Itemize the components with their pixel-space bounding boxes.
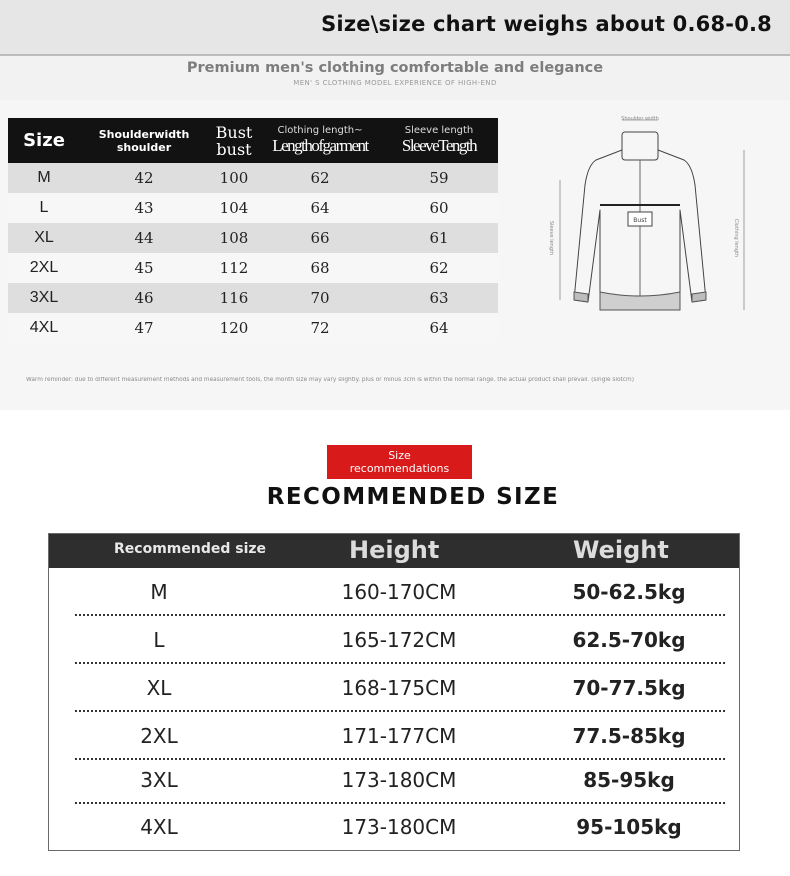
rec-weight: 70-77.5kg [572, 676, 686, 700]
rec-height: 165-172CM [341, 628, 457, 652]
recommend-row [49, 714, 739, 762]
rec-height: 168-175CM [341, 676, 457, 700]
jacket-collar [622, 132, 658, 160]
recommended-size-title: RECOMMENDED SIZE [266, 484, 560, 510]
size-recommendations-tag [327, 445, 472, 479]
col-sleeve: Sleeve length SleeveTength [380, 118, 498, 163]
size-cell: L [8, 193, 80, 223]
rec-height: 173-180CM [341, 768, 457, 792]
sleeve-cell: 64 [380, 313, 498, 343]
rec-size: XL [146, 676, 172, 700]
size-cell: M [8, 163, 80, 193]
size-cell: XL [8, 223, 80, 253]
recommend-row [49, 570, 739, 618]
bust-cell: 112 [208, 253, 260, 283]
length-cell: 68 [260, 253, 380, 283]
length-cell: 66 [260, 223, 380, 253]
size-row [8, 283, 498, 313]
shoulder-cell: 46 [80, 283, 208, 313]
sleeve-label: Sleeve length [548, 220, 554, 256]
subtitle-caption: MEN' S CLOTHING MODEL EXPERIENCE OF HIGH-END [293, 79, 497, 87]
rec-height: 173-180CM [341, 815, 457, 839]
rec-size: M [150, 580, 168, 604]
length-cell: 64 [260, 193, 380, 223]
size-cell: 2XL [8, 253, 80, 283]
bust-cell: 116 [208, 283, 260, 313]
size-row [8, 313, 498, 343]
subtitle: Premium men's clothing comfortable and elegance [186, 60, 604, 76]
recommend-row [49, 618, 739, 666]
rec-height: 171-177CM [341, 724, 457, 748]
length-label: Clothing length [733, 218, 739, 258]
bust-cell: 100 [208, 163, 260, 193]
rec-size: 2XL [140, 724, 178, 748]
size-row [8, 223, 498, 253]
sleeve-cell: 63 [380, 283, 498, 313]
size-chart-header [8, 118, 498, 163]
length-cell: 72 [260, 313, 380, 343]
rec-weight: 62.5-70kg [572, 628, 686, 652]
rec-weight: 77.5-85kg [572, 724, 686, 748]
size-cell: 4XL [8, 313, 80, 343]
recommend-row [49, 805, 739, 853]
recommend-row [49, 666, 739, 714]
rec-weight: 50-62.5kg [572, 580, 686, 604]
tag-line-1: Size [388, 449, 411, 462]
size-row [8, 253, 498, 283]
rec-height: 160-170CM [341, 580, 457, 604]
tag-line-2: recommendations [349, 462, 450, 475]
row-divider [75, 710, 725, 712]
size-cell: 3XL [8, 283, 80, 313]
bust-label: Bust [633, 217, 647, 224]
rec-size: 3XL [140, 768, 178, 792]
bust-cell: 104 [208, 193, 260, 223]
row-divider [75, 802, 725, 804]
bust-cell: 120 [208, 313, 260, 343]
shoulder-label: Shoulder width [621, 116, 659, 122]
length-cell: 62 [260, 163, 380, 193]
row-divider [75, 662, 725, 664]
shoulder-cell: 43 [80, 193, 208, 223]
row-divider [75, 614, 725, 616]
col-height: Height [349, 536, 440, 564]
size-row [8, 193, 498, 223]
sleeve-cell: 61 [380, 223, 498, 253]
shoulder-cell: 47 [80, 313, 208, 343]
size-row [8, 163, 498, 193]
shoulder-cell: 42 [80, 163, 208, 193]
shoulder-cell: 44 [80, 223, 208, 253]
warm-reminder: Warm reminder: due to different measurement methods and measurement tools, the month size may vary slightly. plus or minus 3cm is within the normal range. the actual product shall prevail. (single slotcm) [26, 377, 634, 383]
sleeve-cell: 62 [380, 253, 498, 283]
col-bust: Bust bust [208, 118, 260, 163]
jacket-cuff [692, 292, 706, 302]
rec-size: 4XL [140, 815, 178, 839]
length-cell: 70 [260, 283, 380, 313]
rec-size: L [153, 628, 165, 652]
size-chart-table [8, 118, 498, 343]
sleeve-cell: 59 [380, 163, 498, 193]
jacket-diagram [530, 110, 745, 335]
rec-weight: 85-95kg [583, 768, 675, 792]
col-weight: Weight [573, 536, 669, 564]
col-size: Size [8, 118, 80, 163]
page-title: Size\size chart weighs about 0.68-0.8 [321, 12, 772, 36]
col-recommended-size: Recommended size [114, 541, 267, 557]
sleeve-cell: 60 [380, 193, 498, 223]
jacket-cuff [574, 292, 588, 302]
col-shoulder: Shoulderwidth shoulder [80, 118, 208, 163]
bust-cell: 108 [208, 223, 260, 253]
col-length: Clothing length~ Lengthofgarment [260, 118, 380, 163]
recommend-row [49, 758, 739, 806]
shoulder-cell: 45 [80, 253, 208, 283]
rec-weight: 95-105kg [576, 815, 682, 839]
